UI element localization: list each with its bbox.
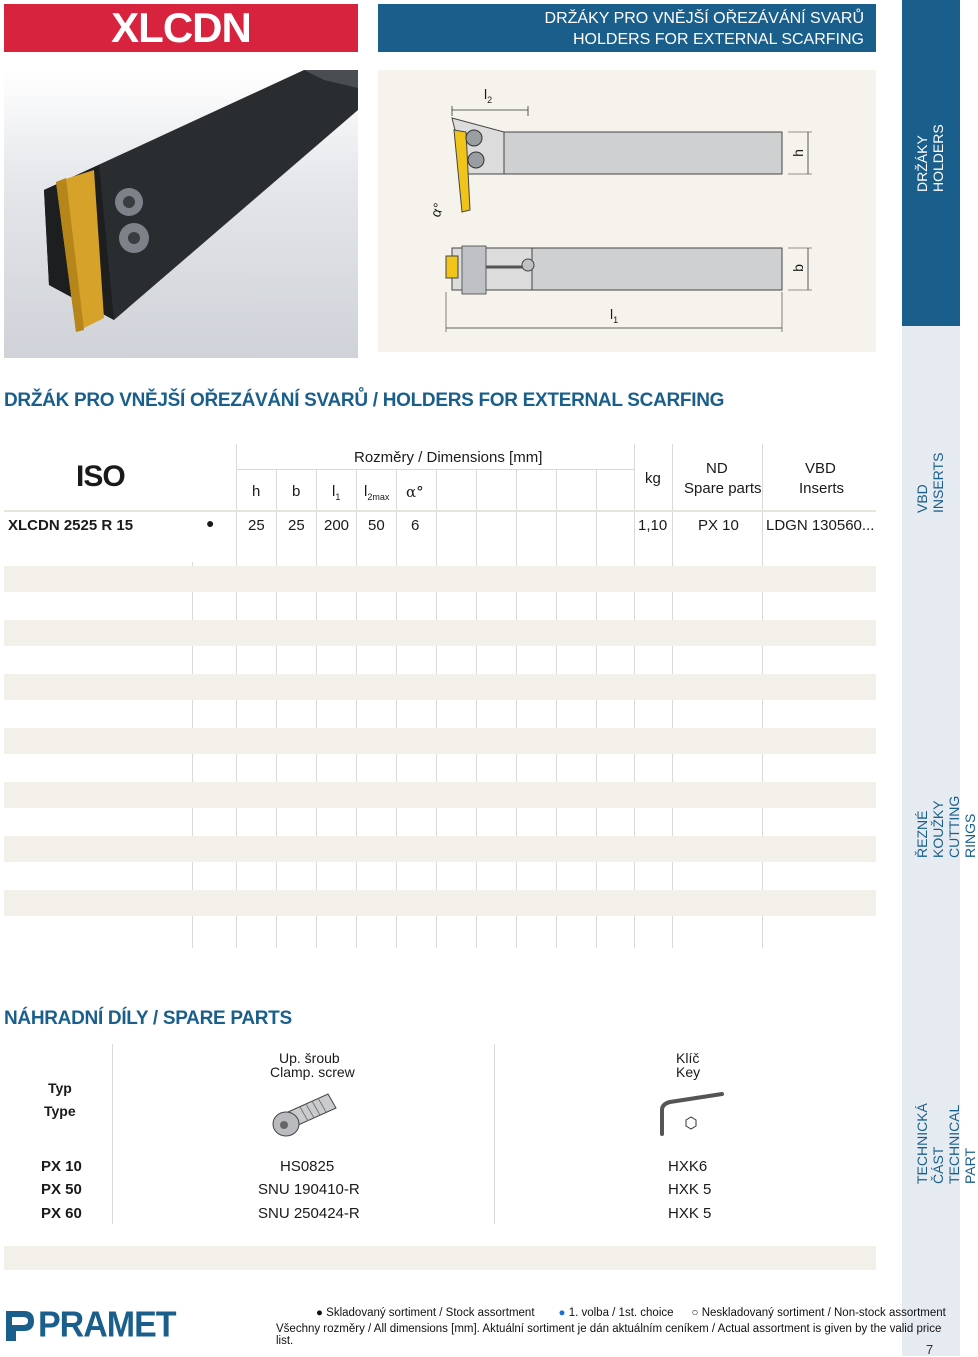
- col-l2max: $l_{2max}$: [364, 483, 390, 502]
- row-code: XLCDN 2525 R 15: [8, 517, 134, 534]
- stock-dot-icon: ●: [206, 515, 215, 531]
- subtitle-en: HOLDERS FOR EXTERNAL SCARFING: [572, 31, 864, 48]
- row-l2: 50: [368, 517, 385, 534]
- row-b: 25: [288, 517, 305, 534]
- spare-typ: Typ: [48, 1080, 72, 1096]
- clamp-screw-icon: [270, 1090, 340, 1145]
- header-subtitle: [378, 4, 876, 52]
- legend-stock: ● Skladovaný sortiment / Stock assortment: [316, 1307, 535, 1319]
- spare-row-screw-1: HS0825: [280, 1158, 335, 1175]
- row-l1: 200: [324, 517, 350, 534]
- spare-type: Type: [44, 1103, 76, 1119]
- first-choice-dot-icon: ●: [558, 1307, 566, 1319]
- pramet-brand-text: PRAMET: [38, 1305, 176, 1345]
- section-title-spare-parts: NÁHRADNÍ DÍLY / SPARE PARTS: [4, 1008, 292, 1029]
- dims-label: Rozměry / Dimensions [mm]: [354, 449, 543, 466]
- row-alpha: 6: [411, 517, 420, 534]
- page-number: 7: [926, 1342, 934, 1357]
- key-label-cz: Klíč: [676, 1050, 700, 1066]
- label-l2: $l_2$: [484, 86, 493, 105]
- technical-drawing: [378, 70, 876, 352]
- spare-row-screw-3: SNU 250424-R: [258, 1205, 360, 1222]
- spare-row-key-2: HXK 5: [668, 1181, 712, 1198]
- side-tab-holders[interactable]: DRŽÁKY HOLDERS: [914, 124, 946, 192]
- screw-label-en: Clamp. screw: [270, 1064, 355, 1080]
- non-stock-circle-icon: ○: [691, 1307, 699, 1319]
- col-inserts: Inserts: [799, 480, 845, 497]
- col-nd: ND: [706, 460, 728, 477]
- col-b: b: [292, 483, 301, 500]
- section-title-holders: DRŽÁK PRO VNĚJŠÍ OŘEZÁVÁNÍ SVARŮ / HOLDERS FOR EXTERNAL SCARFING: [4, 390, 725, 411]
- label-b: b: [789, 264, 806, 272]
- subtitle-cz: DRŽÁKY PRO VNĚJŠÍ OŘEZÁVÁNÍ SVARŮ: [544, 10, 864, 27]
- col-l1: $l_1$: [332, 483, 341, 502]
- screw-label-cz: Up. šroub: [279, 1050, 340, 1066]
- side-tab-inserts[interactable]: VBD INSERTS: [914, 452, 946, 513]
- legend-first-choice: ● 1. volba / 1st. choice: [558, 1307, 674, 1319]
- row-nd: PX 10: [698, 517, 739, 534]
- legend-non-stock: ○ Neskladovaný sortiment / Non-stock assortment: [691, 1307, 946, 1319]
- row-vbd: LDGN 130560...: [766, 517, 875, 534]
- hex-key-icon: [656, 1090, 726, 1145]
- row-kg: 1,10: [638, 517, 668, 534]
- spare-row-type-2: PX 50: [41, 1181, 82, 1198]
- label-h: h: [789, 149, 806, 157]
- stock-dot-legend-icon: ●: [316, 1307, 323, 1319]
- key-label-en: Key: [676, 1064, 701, 1080]
- spare-row-key-1: HXK6: [668, 1158, 708, 1175]
- side-tab-technical[interactable]: TECHNICKÁ ČÁST TECHNICAL PART: [914, 1103, 978, 1184]
- col-h: h: [252, 483, 261, 500]
- product-title: XLCDN: [4, 4, 358, 52]
- legend: [316, 1307, 946, 1319]
- col-spare-parts: Spare parts: [684, 480, 762, 497]
- col-kg: kg: [645, 470, 661, 487]
- label-alpha: α°: [426, 200, 447, 220]
- iso-label: ISO: [76, 460, 125, 493]
- footer-note: Všechny rozměry / All dimensions [mm]. Aktuální sortiment je dán aktuálním ceníkem / Actual assortment is given by the valid price list.: [276, 1323, 942, 1347]
- col-vbd: VBD: [805, 460, 836, 477]
- spare-row-screw-2: SNU 190410-R: [258, 1181, 360, 1198]
- spare-row-type-1: PX 10: [41, 1158, 82, 1175]
- spare-row-type-3: PX 60: [41, 1205, 82, 1222]
- pramet-logo-icon: [4, 1309, 36, 1343]
- col-alpha: α°: [406, 483, 424, 501]
- side-tab-cutting-rings[interactable]: ŘEZNÉ KOUŽKY CUTTING RINGS: [914, 795, 978, 858]
- label-l1: $l_1$: [610, 306, 619, 325]
- product-photo: [4, 70, 358, 358]
- pramet-logo: [4, 1306, 176, 1345]
- row-h: 25: [248, 517, 265, 534]
- spare-row-key-3: HXK 5: [668, 1205, 712, 1222]
